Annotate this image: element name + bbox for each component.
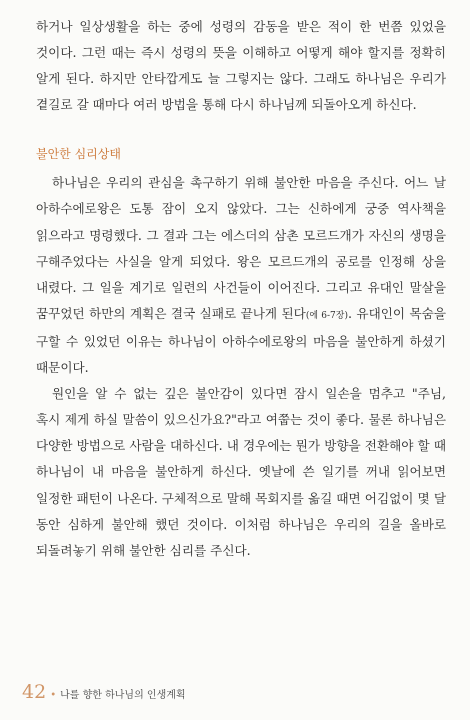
bullet-icon: • (50, 690, 57, 701)
page-content (36, 14, 446, 564)
page-number: 42 (22, 681, 47, 703)
running-title: 나를 향한 하나님의 인생계획 (60, 690, 186, 701)
paragraph-text: . 유대인이 목숨을 구할 수 있었던 이유는 하나님이 아하수에로왕의 마음을 불안하게 하셨기 때문이다. (36, 305, 446, 376)
scripture-reference: (에 6-7장) (305, 310, 348, 321)
paragraph-text: 하나님은 우리의 관심을 촉구하기 위해 불안한 마음을 주신다. 어느 날 아하수에로왕은 도통 잠이 오지 않았다. 그는 신하에게 궁중 역사책을 읽으라고 명령했다. 그 결과 그는 에스더의 삼촌 모르드개가 자신의 생명을 구해주었다는 사실을 알게 되었다. 왕은 모르드개의 공로를 인정해 상을 내렸다. 그 일을 계기로 일련의 사건들이 이어진다. 그리고 유대인 말살을 꿈꾸었던 하만의 계획은 결국 실패로 끝나게 된다 (36, 175, 446, 321)
page-footer (22, 681, 186, 703)
body-paragraph (36, 170, 446, 381)
body-paragraph: 원인을 알 수 없는 깊은 불안감이 있다면 잠시 일손을 멈추고 "주님, 혹시 제게 하실 말씀이 있으신가요?"라고 여쭙는 것이 좋다. 물론 하나님은 다양한 방법으로 사람을 대하신다. 내 경우에는 뭔가 방향을 전환해야 할 때 하나님이 내 마음을 불안하게 하신다. 옛날에 쓴 일기를 꺼내 읽어보면 일정한 패턴이 나온다. 구체적으로 말해 목회지를 옮길 때면 어김없이 몇 달 동안 심하게 불안해 했던 것이다. 이처럼 하나님은 우리의 길을 올바로 되돌려놓기 위해 불안한 심리를 주신다. (36, 386, 446, 558)
body-paragraph: 하거나 일상생활을 하는 중에 성령의 감동을 받은 적이 한 번쯤 있었을 것이다. 그런 때는 즉시 성령의 뜻을 이해하고 어떻게 해야 할지를 정확히 알게 된다. 하지만 안타깝게도 늘 그렇지는 않다. 그래도 하나님은 우리가 곁길로 갈 때마다 여러 방법을 통해 다시 하나님께 되돌아오게 하신다. (36, 19, 446, 113)
section-heading: 불안한 심리상태 (36, 147, 121, 162)
